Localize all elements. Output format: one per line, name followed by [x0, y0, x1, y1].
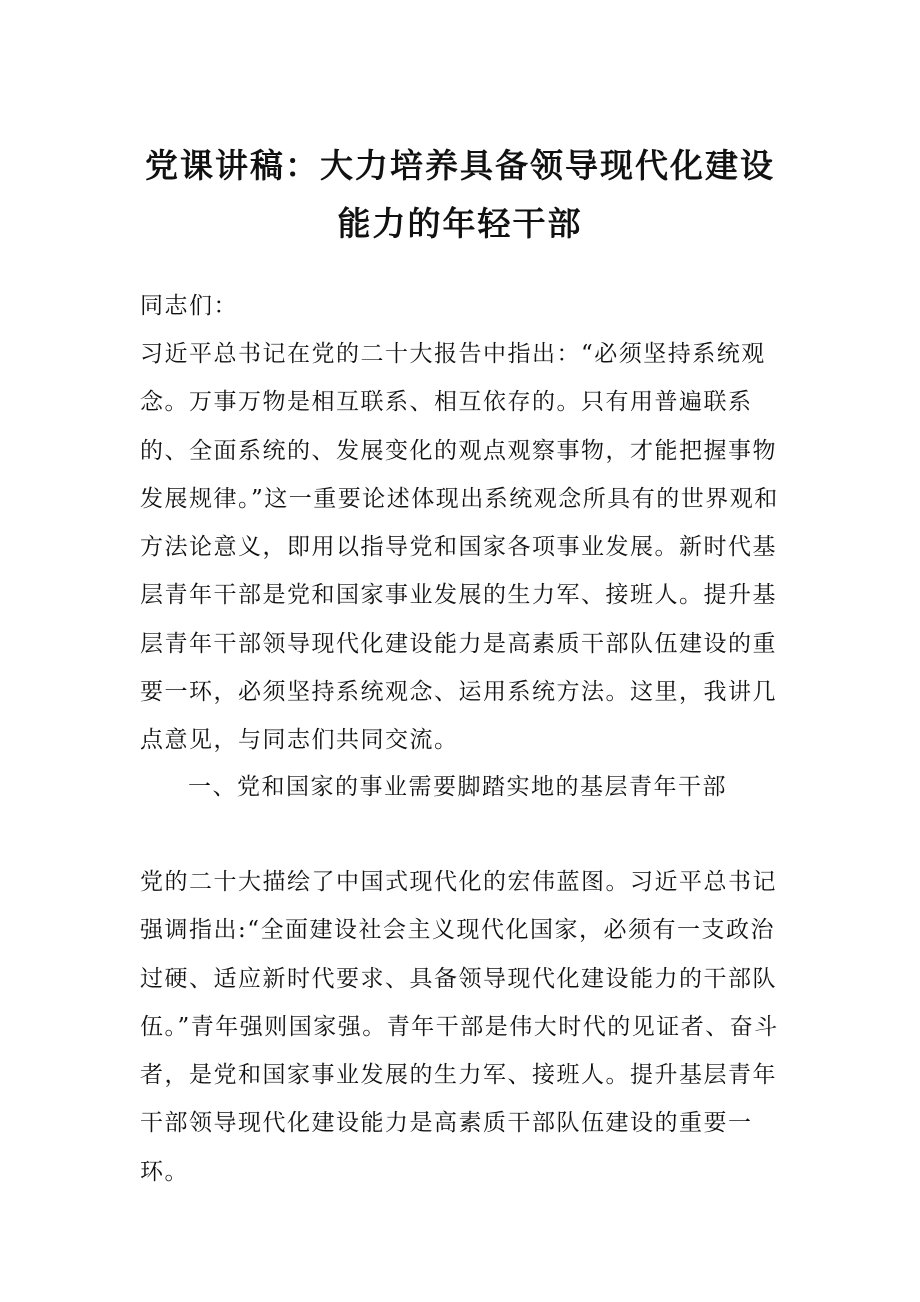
- paragraph-2: 党的二十大描绘了中国式现代化的宏伟蓝图。习近平总书记强调指出:“全面建设社会主义现代化国家，必须有一支政治过硬、适应新时代要求、具备领导现代化建设能力的干部队伍。”青年强则国家强。青年干部是伟大时代的见证者、奋斗者，是党和国家事业发展的生力军、接班人。提升基层青年干部领导现代化建设能力是高素质干部队伍建设的重要一环。: [140, 869, 779, 1185]
- document-title-line-2: 能力的年轻干部: [337, 204, 583, 243]
- paragraph-1: 习近平总书记在党的二十大报告中指出：“必须坚持系统观念。万事万物是相互联系、相互依存的。只有用普遍联系的、全面系统的、发展变化的观点观察事物，才能把握事物发展规律。”这一重要论述体现出系统观念所具有的世界观和方法论意义，即用以指导党和国家各项事业发展。新时代基层青年干部是党和国家事业发展的生力军、接班人。提升基层青年干部领导现代化建设能力是高素质干部队伍建设的重要一环，必须坚持系统观念、运用系统方法。这里，我讲几点意见，与同志们共同交流。: [140, 341, 779, 754]
- section-heading-1: 一、党和国家的事业需要脚踏实地的基层青年干部: [188, 774, 727, 800]
- salutation: 同志们：: [140, 293, 238, 319]
- document-title-line-1: 党课讲稿：大力培养具备领导现代化建设: [145, 146, 775, 185]
